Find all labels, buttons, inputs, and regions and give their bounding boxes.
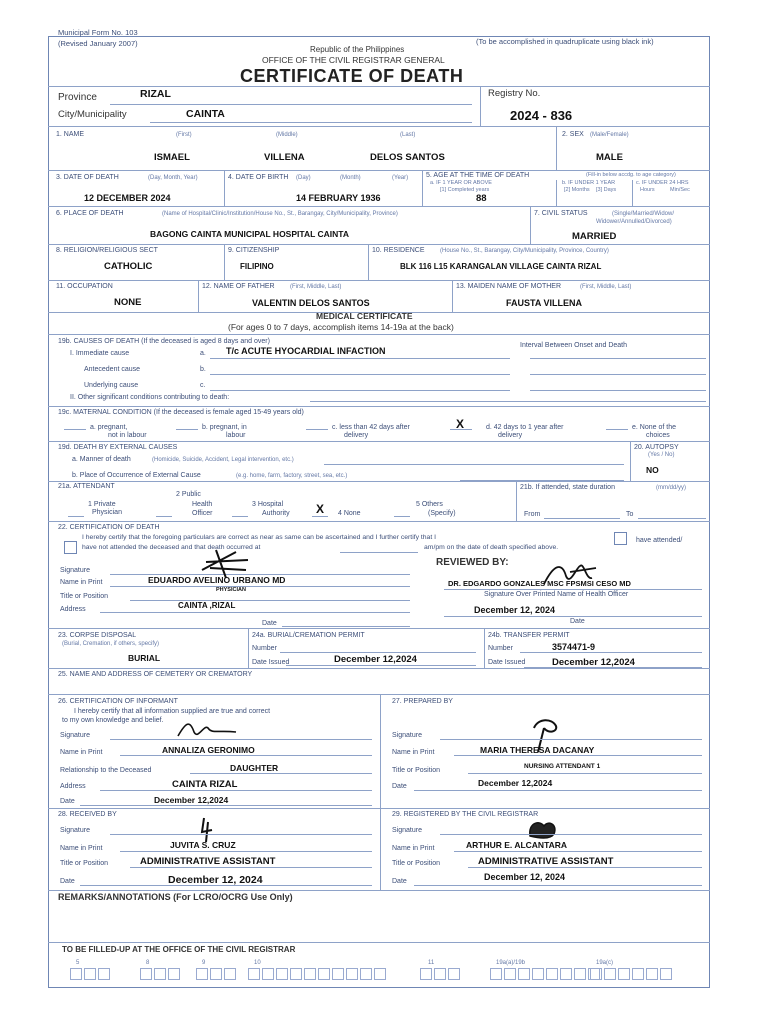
father-label: 12. NAME OF FATHER [202,283,275,290]
footer-code-box[interactable] [248,968,260,980]
civil-status-sub2: Widower/Annulled/Divorced) [596,219,672,225]
religion-value[interactable]: CATHOLIC [104,261,153,272]
cause-b-letter: b. [200,366,206,373]
maternal-a: a. pregnant, [90,424,128,431]
cert-title-label: Title or Position [60,593,108,600]
burial-issued-value[interactable]: December 12,2024 [334,654,417,665]
father-value[interactable]: VALENTIN DELOS SANTOS [252,298,370,308]
reviewer-date-value[interactable]: December 12, 2024 [474,605,556,615]
province-value[interactable]: RIZAL [140,88,171,100]
cert-physician-note: PHYSICIAN [216,587,246,593]
form-number: Municipal Form No. 103 [58,28,138,37]
footer-code-box[interactable] [420,968,432,980]
registered-title-value[interactable]: ADMINISTRATIVE ASSISTANT [478,856,614,867]
dob-month: (Month) [340,175,361,181]
informant-date-value[interactable]: December 12,2024 [154,795,229,805]
cemetery-label: 25. NAME AND ADDRESS OF CEMETERY OR CREMATORY [58,671,253,678]
footer-code-box[interactable] [532,968,544,980]
place-of-death-label: 6. PLACE OF DEATH [56,210,124,217]
cause-c-letter: c. [200,382,206,389]
attendant-o3b: Authority [262,510,290,517]
footer-code-box[interactable] [346,968,358,980]
footer-code-box[interactable] [560,968,572,980]
attendant-o2c: Officer [192,510,213,517]
age-a: a. IF 1 YEAR OR ABOVE [430,180,492,186]
citizenship-value[interactable]: FILIPINO [240,262,274,271]
not-attended-checkbox[interactable] [64,541,77,554]
footer-code-box[interactable] [646,968,658,980]
duration-sub: (mm/dd/yy) [656,485,686,491]
attendant-o5: 5 Others [416,501,443,508]
received-date-value[interactable]: December 12, 2024 [168,874,263,886]
prepared-title-value[interactable]: NURSING ATTENDANT 1 [524,763,601,770]
footer-code-box[interactable] [318,968,330,980]
maternal-b2: labour [226,432,246,439]
footer-code-box[interactable] [70,968,82,980]
burial-number-label: Number [252,645,277,652]
city-value[interactable]: CAINTA [186,108,225,120]
maternal-e: e. None of the [632,424,676,431]
registrar-signature [526,818,560,842]
age-c-min: Min/Sec [670,187,690,193]
cause-a-letter: a. [200,350,206,357]
city-label: City/Municipality [58,109,127,120]
antecedent-label: Antecedent cause [84,366,141,373]
footer-code-box[interactable] [196,968,208,980]
age-b-months: [2] Months [564,187,590,193]
footer-code-box[interactable] [332,968,344,980]
informant-text2: to my own knowledge and belief. [62,717,164,724]
maternal-c2: delivery [344,432,369,439]
prepared-date-value[interactable]: December 12,2024 [478,778,553,788]
interval-label: Interval Between Onset and Death [520,342,628,349]
corpse-label: 23. CORPSE DISPOSAL [58,632,137,639]
registered-name-label: Name in Print [392,845,435,852]
transfer-permit-label: 24b. TRANSFER PERMIT [488,632,570,639]
footer-code-19ab: 19a(a)/19b [496,960,526,966]
prepared-name-value[interactable]: MARIA THERESA DACANAY [480,745,595,755]
middle-name-label: (Middle) [276,132,298,138]
republic-label: Republic of the Philippines [310,45,405,54]
received-date-label: Date [60,878,75,885]
age-a-sub: [1] Completed years [440,187,490,193]
transfer-number-value[interactable]: 3574471-9 [552,642,596,652]
registered-date-label: Date [392,878,407,885]
informant-relationship-label: Relationship to the Deceased [60,767,152,774]
informant-text1: I hereby certify that all information supplied are true and correct [74,708,271,715]
residence-label: 10. RESIDENCE [372,247,425,254]
footer-code-box[interactable] [448,968,460,980]
religion-label: 8. RELIGION/RELIGIOUS SECT [56,247,158,254]
maternal-d2: delivery [498,432,523,439]
autopsy-sub: (Yes / No) [648,452,675,458]
place-of-death-sub: (Name of Hospital/Clinic/Institution/House No., St., Barangay, City/Municipality, Province) [162,211,398,217]
received-title-value[interactable]: ADMINISTRATIVE ASSISTANT [140,856,276,867]
date-of-death-sub: (Day, Month, Year) [148,175,198,181]
registered-label: 29. REGISTERED BY THE CIVIL REGISTRAR [392,811,539,818]
footer-code-box[interactable] [84,968,96,980]
informant-address-label: Address [60,783,86,790]
attendant-o5b: (Specify) [428,510,456,517]
maternal-c: c. less than 42 days after [332,424,410,431]
place-external-label: b. Place of Occurrence of External Cause [72,472,201,479]
footer-code-box[interactable] [374,968,386,980]
received-title-label: Title or Position [60,860,108,867]
province-label: Province [58,92,97,103]
footer-code-box[interactable] [546,968,558,980]
underlying-label: Underlying cause [84,382,139,389]
sex-sub: (Male/Female) [590,132,629,138]
transfer-issued-label: Date Issued [488,659,526,666]
informant-name-value[interactable]: ANNALIZA GERONIMO [162,745,255,755]
prepared-name-label: Name in Print [392,749,435,756]
footer-code-box[interactable] [262,968,274,980]
remarks-label: REMARKS/ANNOTATIONS (For LCRO/OCRG Use Only) [58,892,293,902]
reviewer-name[interactable]: DR. EDGARDO GONZALES MSC FPSMSI CESO MD [448,579,631,588]
footer-code-8: 8 [146,960,150,966]
reviewed-label: REVIEWED BY: [436,557,509,568]
footer-code-box[interactable] [276,968,288,980]
prepared-signature-label: Signature [392,732,422,739]
footer-code-box[interactable] [210,968,222,980]
date-of-birth-value[interactable]: 14 FEBRUARY 1936 [296,193,381,203]
last-name-value[interactable]: DELOS SANTOS [370,152,445,163]
cert-address-label: Address [60,606,86,613]
cert-name-value[interactable]: EDUARDO AVELINO URBANO MD [148,575,286,585]
registry-label: Registry No. [488,88,541,99]
sex-value[interactable]: MALE [596,152,623,163]
certification-label: 22. CERTIFICATION OF DEATH [58,524,160,531]
corpse-sub: (Burial, Cremation, if others, specify) [62,641,160,647]
mother-sub: (First, Middle, Last) [580,284,632,290]
prepared-label: 27. PREPARED BY [392,698,453,705]
footer-code-box[interactable] [290,968,302,980]
ink-instruction: (To be accomplished in quadruplicate using black ink) [476,37,654,46]
informant-relationship-value[interactable]: DAUGHTER [230,763,279,773]
sex-label: 2. SEX [562,131,584,138]
certification-text1: I hereby certify that the foregoing particulars are correct as near as same can be ascertained and I further certify that I [82,534,436,541]
maternal-e2: choices [646,432,670,439]
duration-from: From [524,511,541,518]
footer-code-box[interactable] [490,968,502,980]
autopsy-value[interactable]: NO [646,465,659,475]
first-name-value[interactable]: ISMAEL [154,152,190,163]
attendant-mark[interactable]: X [316,502,325,516]
footer-code-box[interactable] [504,968,516,980]
cert-address-value[interactable]: CAINTA ,RIZAL [178,601,236,610]
document-title: CERTIFICATE OF DEATH [240,66,464,86]
medical-title: MEDICAL CERTIFICATE [316,311,413,321]
received-label: 28. RECEIVED BY [58,811,117,818]
transfer-number-label: Number [488,645,513,652]
informant-label: 26. CERTIFICATION OF INFORMANT [58,698,178,705]
immediate-cause-value[interactable]: T/c ACUTE HYOCARDIAL INFACTION [226,346,386,356]
footer-code-box[interactable] [604,968,616,980]
certification-text2: have attended/ [636,537,683,544]
causes-label: 19b. CAUSES OF DEATH (If the deceased is aged 8 days and over) [58,338,270,345]
age-c: c. IF UNDER 24 HRS [636,180,689,186]
footer-code-box[interactable] [618,968,630,980]
footer-code-box[interactable] [98,968,110,980]
maternal-label: 19c. MATERNAL CONDITION (If the deceased is female aged 15-49 years old) [58,409,304,416]
footer-code-box[interactable] [168,968,180,980]
age-b-days: [3] Days [596,187,617,193]
registry-value[interactable]: 2024 - 836 [510,108,573,123]
age-b: b. IF UNDER 1 YEAR [562,180,616,186]
footer-code-box[interactable] [360,968,372,980]
received-name-value[interactable]: JUVITA S. CRUZ [170,840,236,850]
date-of-death-value[interactable]: 12 DECEMBER 2024 [84,193,171,203]
footer-code-box[interactable] [632,968,644,980]
revised-date: (Revised January 2007) [58,39,138,48]
received-name-label: Name in Print [60,845,103,852]
prepared-date-label: Date [392,783,407,790]
footer-label: TO BE FILLED-UP AT THE OFFICE OF THE CIVIL REGISTRAR [62,945,296,954]
registered-date-value[interactable]: December 12, 2024 [484,872,566,882]
duration-label: 21b. If attended, state duration [520,484,615,491]
footer-code-box[interactable] [434,968,446,980]
attendant-o1b: Physician [92,509,122,516]
medical-note: (For ages 0 to 7 days, accomplish items 14-19a at the back) [228,322,454,332]
civil-status-sub: (Single/Married/Widow/ [612,211,675,217]
burial-issued-label: Date Issued [252,659,290,666]
occupation-label: 11. OCCUPATION [56,283,113,290]
age-label: 5. AGE AT THE TIME OF DEATH [426,172,530,179]
civil-status-label: 7. CIVIL STATUS [534,210,588,217]
footer-code-box[interactable] [224,968,236,980]
age-c-hours: Hours [640,187,655,193]
mother-label: 13. MAIDEN NAME OF MOTHER [456,283,562,290]
attendant-o2: 2 Public [176,491,201,498]
office-label: OFFICE OF THE CIVIL REGISTRAR GENERAL [262,55,445,65]
mother-value[interactable]: FAUSTA VILLENA [506,298,582,308]
external-label: 19d. DEATH BY EXTERNAL CAUSES [58,444,178,451]
informant-address-value[interactable]: CAINTA RIZAL [172,779,238,790]
maternal-a2: not in labour [108,432,147,439]
residence-value[interactable]: BLK 116 L15 KARANGALAN VILLAGE CAINTA RIZAL [400,262,602,271]
attendant-o1: 1 Private [88,501,116,508]
certification-text3: have not attended the deceased and that death occurred at [82,544,261,551]
footer-code-box[interactable] [154,968,166,980]
immediate-label: I. Immediate cause [70,350,130,357]
place-of-death-value[interactable]: BAGONG CAINTA MUNICIPAL HOSPITAL CAINTA [150,229,349,239]
other-conditions-label: II. Other significant conditions contributing to death: [70,394,230,401]
cert-date-label: Date [262,620,277,627]
name-label: 1. NAME [56,131,85,138]
footer-code-5: 5 [76,960,80,966]
footer-code-box[interactable] [590,968,602,980]
footer-code-box[interactable] [304,968,316,980]
maternal-d: d. 42 days to 1 year after [486,424,564,431]
attendant-o2b: Health [192,501,213,508]
footer-code-box[interactable] [574,968,586,980]
manner-sub: (Homicide, Suicide, Accident, Legal intervention, etc.) [152,457,294,463]
transfer-issued-value[interactable]: December 12,2024 [552,657,635,668]
dob-year: (Year) [392,175,409,181]
footer-code-box[interactable] [140,968,152,980]
footer-code-9: 9 [202,960,206,966]
reviewer-date-label: Date [570,618,585,625]
age-sub: (Fill-in below accdg. to age category) [586,172,676,178]
corpse-value[interactable]: BURIAL [128,653,161,663]
reviewer-caption: Signature Over Printed Name of Health Officer [484,591,629,598]
citizenship-label: 9. CITIZENSHIP [228,247,280,254]
dob-day: (Day) [296,175,311,181]
date-of-death-label: 3. DATE OF DEATH [56,174,119,181]
prepared-title-label: Title or Position [392,767,440,774]
footer-code-box[interactable] [518,968,530,980]
civil-status-value[interactable]: MARRIED [572,231,617,242]
attendant-label: 21a. ATTENDANT [58,483,115,490]
maternal-b: b. pregnant, in [202,424,247,431]
footer-code-10: 10 [254,960,261,966]
registered-name-value[interactable]: ARTHUR E. ALCANTARA [466,840,568,850]
footer-code-box[interactable] [660,968,672,980]
maternal-mark[interactable]: X [456,417,465,431]
autopsy-label: 20. AUTOPSY [634,444,679,451]
informant-date-label: Date [60,798,75,805]
last-name-label: (Last) [400,132,416,138]
footer-code-11: 11 [428,960,435,966]
registered-signature-label: Signature [392,827,422,834]
occupation-value[interactable]: NONE [114,297,142,308]
manner-label: a. Manner of death [72,456,131,463]
place-external-sub: (e.g. home, farm, factory, street, sea, etc.) [236,473,348,479]
received-signature-label: Signature [60,827,90,834]
attendant-o4: 4 None [338,510,361,517]
cert-name-label: Name in Print [60,579,103,586]
age-value[interactable]: 88 [476,193,487,204]
date-of-birth-label: 4. DATE OF BIRTH [228,174,289,181]
middle-name-value[interactable]: VILLENA [264,152,305,163]
residence-sub: (House No., St., Barangay, City/Municipality, Province, Country) [440,248,609,254]
burial-permit-label: 24a. BURIAL/CREMATION PERMIT [252,632,365,639]
registered-title-label: Title or Position [392,860,440,867]
informant-signature-label: Signature [60,732,90,739]
attendant-o3: 3 Hospital [252,501,284,508]
cert-signature-label: Signature [60,567,90,574]
father-sub: (First, Middle, Last) [290,284,342,290]
first-name-label: (First) [176,132,192,138]
informant-name-label: Name in Print [60,749,103,756]
attended-checkbox[interactable] [614,532,627,545]
footer-code-19ac: 19a(c) [596,960,614,966]
certification-text4: am/pm on the date of death specified above. [424,544,559,551]
duration-to: To [626,511,634,518]
